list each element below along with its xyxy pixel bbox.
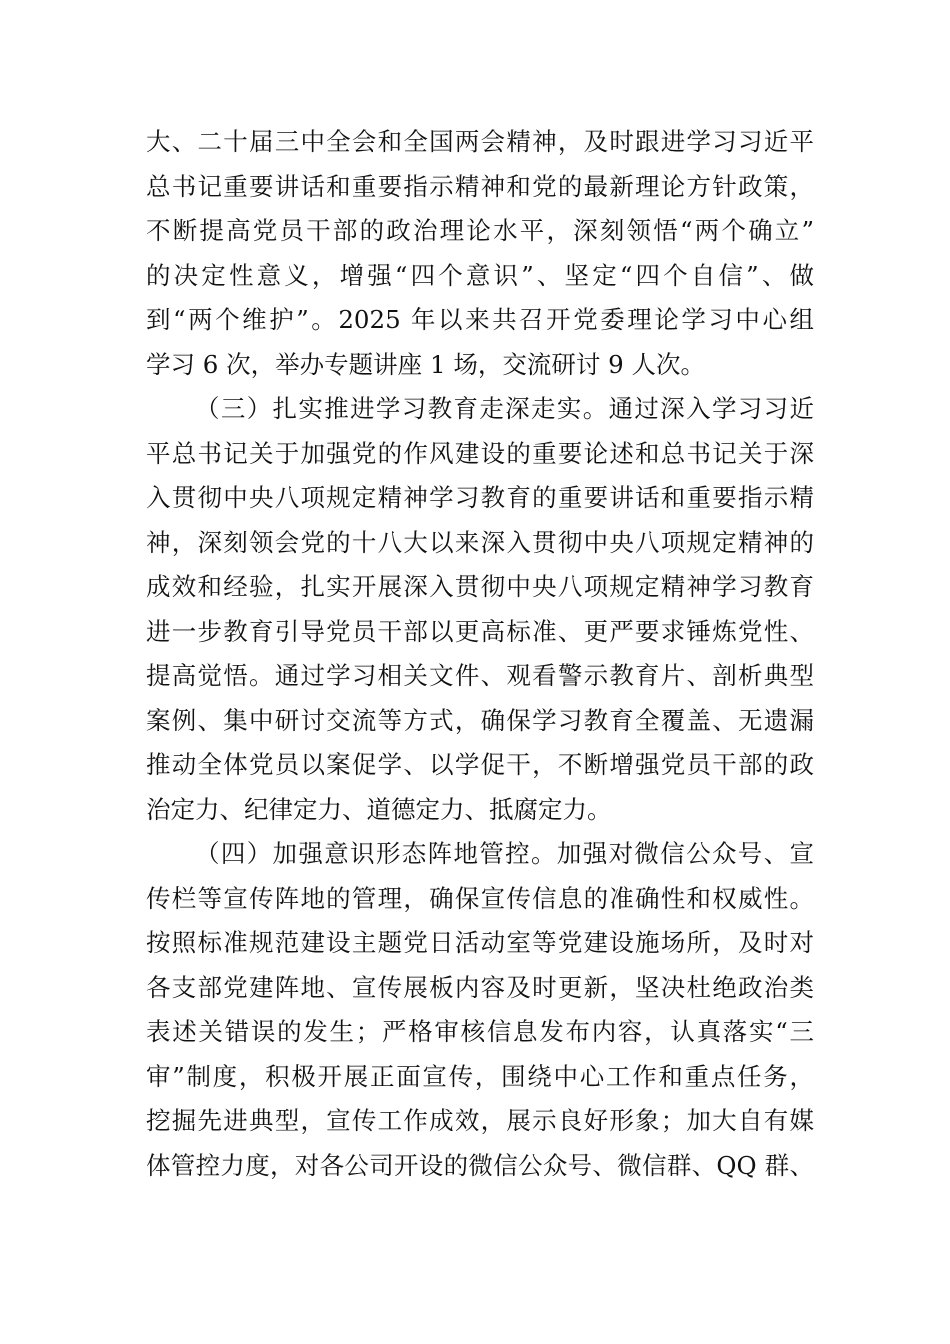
paragraph-continued xyxy=(146,120,814,387)
text-line: 到“两个维护”。2025 年以来共召开党委理论学习中心组 xyxy=(146,305,814,334)
text-line: （四）加强意识形态阵地管控。加强对微信公众号、宣 xyxy=(195,839,814,868)
text-line: 治定力、纪律定力、道德定力、抵腐定力。 xyxy=(146,794,612,824)
paragraph-section-4 xyxy=(146,832,814,1188)
text-line: 入贯彻中央八项规定精神学习教育的重要讲话和重要指示精 xyxy=(146,483,814,512)
text-line: 进一步教育引导党员干部以更高标准、更严要求锤炼党性、 xyxy=(146,616,814,646)
text-line: 提高觉悟。通过学习相关文件、观看警示教育片、剖析典型 xyxy=(146,661,814,690)
text-line: 表述关错误的发生；严格审核信息发布内容，认真落实“三 xyxy=(146,1017,814,1046)
text-line: 审”制度，积极开展正面宣传，围绕中心工作和重点任务， xyxy=(146,1061,814,1091)
text-line: 各支部党建阵地、宣传展板内容及时更新，坚决杜绝政治类 xyxy=(146,972,814,1002)
text-line: （三）扎实推进学习教育走深走实。通过深入学习习近 xyxy=(195,394,814,423)
text-line: 总书记重要讲话和重要指示精神和党的最新理论方针政策， xyxy=(146,171,814,201)
text-line: 大、二十届三中全会和全国两会精神，及时跟进学习习近平 xyxy=(146,127,814,156)
paragraph-section-3 xyxy=(146,387,814,832)
text-line: 的决定性意义，增强“四个意识”、坚定“四个自信”、做 xyxy=(146,260,814,290)
body-text xyxy=(146,120,814,1188)
text-line: 推动全体党员以案促学、以学促干，不断增强党员干部的政 xyxy=(146,750,814,779)
text-line: 挖掘先进典型，宣传工作成效，展示良好形象；加大自有媒 xyxy=(146,1106,814,1135)
text-line: 平总书记关于加强党的作风建设的重要论述和总书记关于深 xyxy=(146,438,814,468)
text-line: 成效和经验，扎实开展深入贯彻中央八项规定精神学习教育 xyxy=(146,572,814,601)
text-line: 神，深刻领会党的十八大以来深入贯彻中央八项规定精神的 xyxy=(146,527,814,557)
text-line: 不断提高党员干部的政治理论水平，深刻领悟“两个确立” xyxy=(146,216,814,245)
text-line: 学习 6 次，举办专题讲座 1 场，交流研讨 9 人次。 xyxy=(146,349,705,379)
text-line: 传栏等宣传阵地的管理，确保宣传信息的准确性和权威性。 xyxy=(146,883,814,913)
text-line: 案例、集中研讨交流等方式，确保学习教育全覆盖、无遗漏 xyxy=(146,705,814,735)
text-line: 体管控力度，对各公司开设的微信公众号、微信群、QQ 群、 xyxy=(146,1150,814,1180)
text-line: 按照标准规范建设主题党日活动室等党建设施场所，及时对 xyxy=(146,928,814,957)
